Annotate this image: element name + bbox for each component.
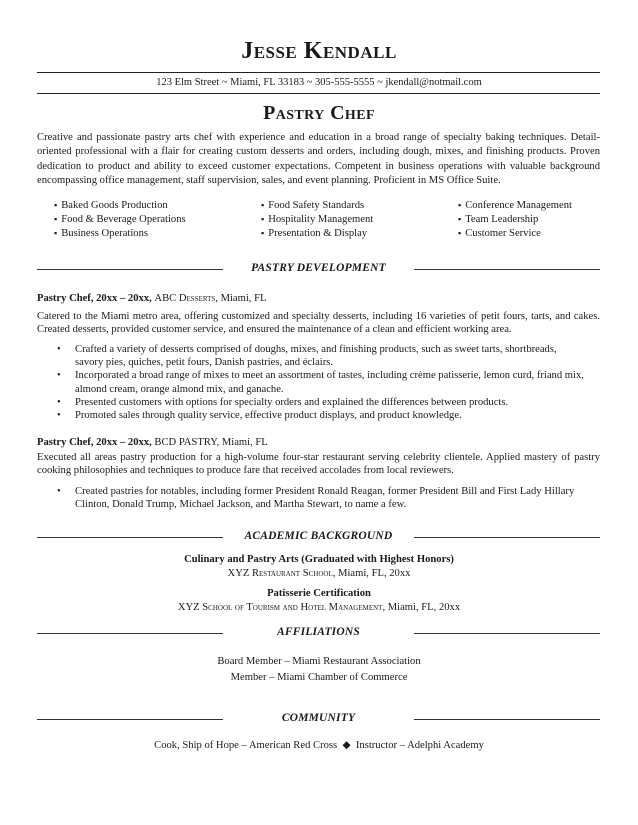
job-bullets <box>57 343 587 422</box>
job-location: , Miami, FL <box>215 293 267 304</box>
skills-column-1 <box>54 199 186 240</box>
job-description: Catered to the Miami metro area, offering customized and specialty desserts, including 16 varieties of petit fours, tarts, and cakes. Created desserts, provided customer service, and ensured the maintenance of a clean and efficient working area. <box>37 311 600 336</box>
skill-item: ▪ Baked Goods Production <box>54 199 186 213</box>
skill-item: ▪ Conference Management <box>458 199 572 213</box>
section-heading-experience <box>37 262 600 276</box>
skills-column-2 <box>261 199 373 240</box>
community-line: Cook, Ship of Hope – American Red Cross ◆ Instructor – Adelphi Academy <box>154 740 484 751</box>
skill-item: ▪ Food & Beverage Operations <box>54 213 186 227</box>
skill-item: ▪ Hospitality Management <box>261 213 373 227</box>
header-rule-bottom <box>37 93 600 94</box>
skill-item: ▪ Team Leadership <box>458 213 572 227</box>
skill-item: ▪ Food Safety Standards <box>261 199 373 213</box>
job-title: Pastry Chef <box>263 102 375 124</box>
job-description: Executed all areas pastry production for a high-volume four-star restaurant serving celebrity clientele. Applied mastery of pastry cooking philosophies and techniques to produce fare that received accolades from local reviewers. <box>37 452 600 477</box>
section-title: AFFILIATIONS <box>277 626 360 638</box>
job-bullet: • Crafted a variety of desserts comprised of doughs, mixes, and finishing products, such as sweet tarts, shortbreads, savory pies, quiches, petit fours, Danish pastries, and éclairs. <box>57 343 587 369</box>
job-heading <box>37 437 268 448</box>
job-company: BCD PASTRY <box>154 437 217 448</box>
job-bullet: • Incorporated a broad range of mixes to meet an assortment of tastes, including crème patisserie, lemon curd, friand mix, almond cream, orange almond mix, and ganache. <box>57 369 587 395</box>
section-title: ACADEMIC BACKGROUND <box>244 530 393 542</box>
skill-item: ▪ Presentation & Display <box>261 227 373 241</box>
education-degree <box>0 588 638 599</box>
job-company: ABC Desserts <box>154 293 216 304</box>
job-bullet: • Promoted sales through quality service, effective product displays, and product knowledge. <box>57 409 587 422</box>
skill-item: ▪ Customer Service <box>458 227 572 241</box>
education-degree <box>0 554 638 565</box>
affiliation-item: Board Member – Miami Restaurant Association <box>217 656 421 667</box>
school-name: XYZ School of Tourism and Hotel Management <box>177 602 383 613</box>
school-location: , Miami, FL, 20xx <box>332 568 411 579</box>
job-location: , Miami, FL <box>216 437 268 448</box>
section-heading-education <box>37 530 600 544</box>
affiliation-item: Member – Miami Chamber of Commerce <box>230 672 408 683</box>
school-name: XYZ Restaurant School <box>227 568 333 579</box>
degree-name: Patisserie Certification <box>267 588 371 599</box>
contact-line: 123 Elm Street ~ Miami, FL 33183 ~ 305-555-5555 ~ jkendall@notmail.com <box>156 77 482 88</box>
section-rule <box>414 537 600 538</box>
section-title: COMMUNITY <box>281 712 356 724</box>
job-role-dates: Pastry Chef, 20xx – 20xx, <box>37 437 152 448</box>
job-role-dates: Pastry Chef, 20xx – 20xx, <box>37 293 152 304</box>
section-rule <box>414 719 600 720</box>
section-heading-affiliations <box>37 626 600 640</box>
section-rule <box>414 269 600 270</box>
education-school <box>0 602 638 613</box>
header-rule-top <box>37 72 600 73</box>
education-school <box>0 568 638 579</box>
job-bullets <box>57 485 587 511</box>
job-bullet: • Created pastries for notables, including former President Ronald Reagan, former President Bill and First Lady Hillary Clinton, Donald Trump, Michael Jackson, and Martha Stewart, to name a few. <box>57 485 587 511</box>
candidate-name: Jesse Kendall <box>241 38 397 64</box>
job-heading <box>37 293 266 304</box>
section-title: PASTRY DEVELOPMENT <box>251 262 386 274</box>
summary-paragraph: Creative and passionate pastry arts chef with experience and education in a broad range of specialty baking techniques. Detail-oriented professional with a flair for creating custom desserts and orders, including dough, mixes, and finishing products. Proven dedication to product and ability to exceed customer expectations. Competent in business operations with valuable background encompassing office management, staff supervision, sales, and event planning. Proficient in MS Office Suite. <box>37 132 600 186</box>
skills-column-3 <box>458 199 572 240</box>
job-bullet: • Presented customers with options for specialty orders and explained the differences between products. <box>57 396 587 409</box>
school-location: , Miami, FL, 20xx <box>382 602 461 613</box>
skill-item: ▪ Business Operations <box>54 227 186 241</box>
section-rule <box>414 633 600 634</box>
section-heading-community <box>37 712 600 726</box>
degree-name: Culinary and Pastry Arts (Graduated with Highest Honors) <box>184 554 454 565</box>
